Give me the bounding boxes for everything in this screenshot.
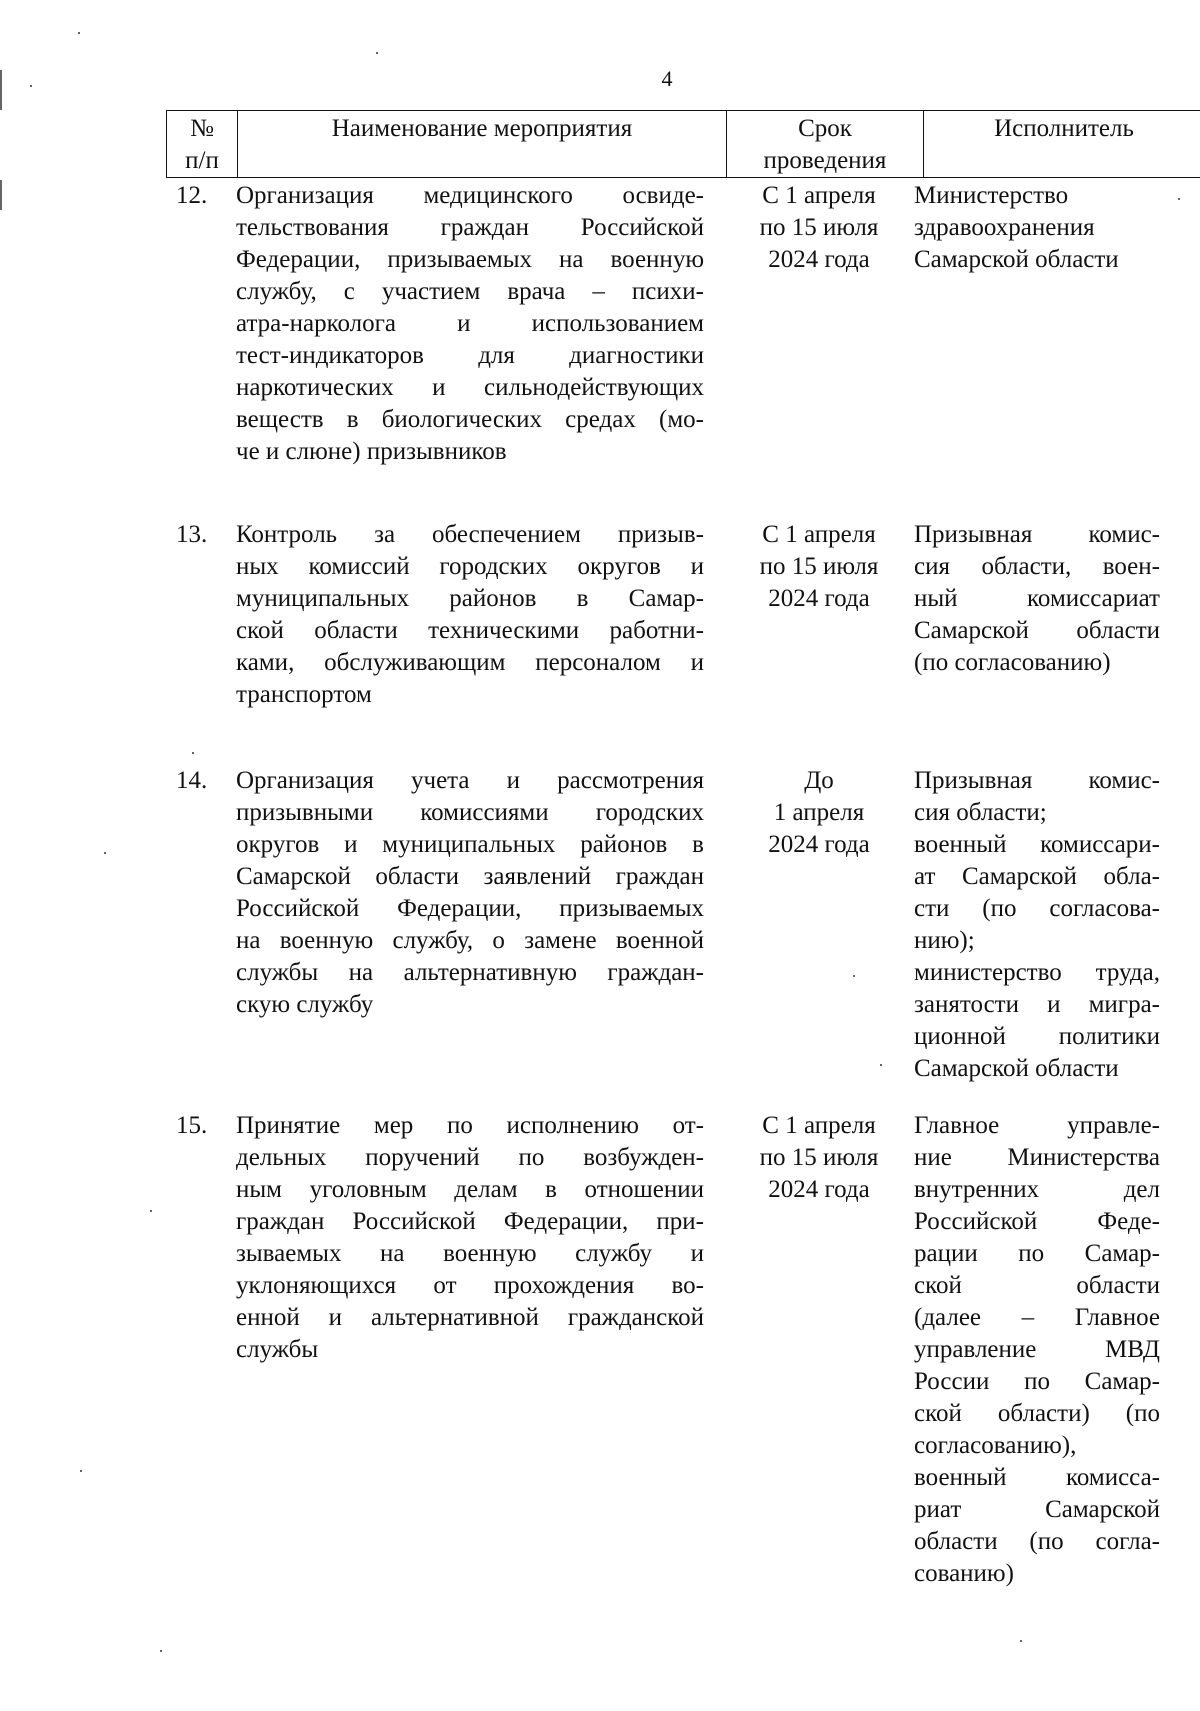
scan-speck <box>104 852 106 854</box>
header-name-cell <box>238 111 727 178</box>
page-number: 4 <box>661 66 673 91</box>
header-name: Наименование мероприятия <box>331 115 633 142</box>
name-line: ками, обслуживающим персоналом и <box>236 649 704 676</box>
term-line: 1 апреля <box>773 799 865 826</box>
term-line: 2024 года <box>768 1176 870 1203</box>
executor-line: сия области; <box>914 799 1047 826</box>
executor-line: сти (по согласова- <box>914 895 1160 922</box>
term-line: 2024 года <box>768 585 870 612</box>
term-line: С 1 апреля <box>762 521 876 548</box>
executor-line: ской области) (по <box>914 1400 1160 1427</box>
term-line: С 1 апреля <box>762 1112 876 1139</box>
name-line: граждан Российской Федерации, при- <box>236 1208 704 1235</box>
name-line: дельных поручений по возбужден- <box>236 1144 704 1171</box>
name-line: тест-индикаторов для диагностики <box>236 342 704 369</box>
executor-line: нию); <box>914 927 975 954</box>
scan-speck <box>150 1210 152 1212</box>
row-executor <box>914 765 1160 1085</box>
executor-line: внутренних дел <box>914 1176 1160 1203</box>
executor-line: ный комиссариат <box>914 585 1160 612</box>
term-line: До <box>804 767 834 794</box>
scan-speck <box>192 752 194 754</box>
header-term-line-2: проведения <box>763 147 887 174</box>
name-line: зываемых на военную службу и <box>236 1240 704 1267</box>
name-line: призывными комиссиями городских <box>236 799 704 826</box>
executor-line: ат Самарской обла- <box>914 863 1160 890</box>
scan-speck <box>1020 1640 1022 1642</box>
name-line: ным уголовным делам в отношении <box>236 1176 704 1203</box>
executor-line: Министерство <box>914 182 1069 209</box>
executor-line: (по согласованию) <box>914 649 1111 676</box>
executor-line: Призывная комис- <box>914 521 1160 548</box>
row-name <box>236 765 704 1021</box>
name-line: Российской Федерации, призываемых <box>236 895 704 922</box>
name-line: енной и альтернативной гражданской <box>236 1304 704 1331</box>
term-line: 2024 года <box>768 831 870 858</box>
name-line: службы <box>236 1336 319 1363</box>
name-line: ных комиссий городских округов и <box>236 553 704 580</box>
term-line: С 1 апреля <box>762 182 876 209</box>
executor-line: министерство труда, <box>914 959 1160 986</box>
executor-line: согласованию), <box>914 1432 1077 1459</box>
term-line: по 15 июля <box>759 1144 879 1171</box>
name-line: Организация медицинского освиде- <box>236 182 704 209</box>
row-executor <box>914 519 1160 679</box>
name-line: Федерации, призываемых на военную <box>236 246 704 273</box>
name-line: Принятие мер по исполнению от- <box>236 1112 704 1139</box>
name-line: ской области техническими работни- <box>236 617 704 644</box>
executor-line: Призывная комис- <box>914 767 1160 794</box>
scan-speck <box>880 1064 882 1066</box>
executor-line: сия области, воен- <box>914 553 1160 580</box>
scan-speck <box>160 1650 162 1652</box>
row-term <box>726 519 912 615</box>
row-number: 12. <box>176 182 208 209</box>
row-term <box>726 1110 912 1206</box>
row-term <box>726 180 912 276</box>
executor-line: управление МВД <box>914 1336 1160 1363</box>
scan-speck <box>80 1470 82 1472</box>
executor-line: Самарской области <box>914 617 1160 644</box>
scan-edge-mark <box>0 180 2 210</box>
executor-line: рации по Самар- <box>914 1240 1160 1267</box>
executor-line: Российской Феде- <box>914 1208 1160 1235</box>
name-line: скую службу <box>236 991 374 1018</box>
name-line: тельствования граждан Российской <box>236 214 704 241</box>
scan-speck <box>30 85 32 87</box>
row-executor <box>914 1110 1160 1590</box>
executor-line: (далее – Главное <box>914 1304 1160 1331</box>
header-num-line-1: № <box>190 115 214 142</box>
term-line: по 15 июля <box>759 553 879 580</box>
scan-speck <box>78 32 80 34</box>
name-line: уклоняющихся от прохождения во- <box>236 1272 704 1299</box>
name-line: службу, с участием врача – психи- <box>236 278 704 305</box>
name-line: че и слюне) призывников <box>236 438 507 465</box>
executor-line: военный комиссари- <box>914 831 1160 858</box>
scan-speck <box>853 975 855 977</box>
name-line: Контроль за обеспечением призыв- <box>236 521 704 548</box>
scan-speck <box>1178 198 1180 200</box>
row-number: 13. <box>176 521 208 548</box>
row-number: 14. <box>176 767 208 794</box>
name-line: службы на альтернативную граждан- <box>236 959 704 986</box>
table-header <box>166 110 1200 178</box>
executor-line: военный комисса- <box>914 1464 1160 1491</box>
header-num-line-2: п/п <box>185 147 219 174</box>
name-line: муниципальных районов в Самар- <box>236 585 704 612</box>
scan-edge-mark <box>0 70 2 110</box>
row-number: 15. <box>176 1112 208 1139</box>
header-executor-cell <box>924 111 1200 178</box>
term-line: по 15 июля <box>759 214 879 241</box>
header-num-cell <box>167 111 238 178</box>
header-executor: Исполнитель <box>994 115 1134 142</box>
executor-line: риат Самарской <box>914 1496 1160 1523</box>
row-executor <box>914 180 1160 276</box>
term-line: 2024 года <box>768 246 870 273</box>
name-line: Самарской области заявлений граждан <box>236 863 704 890</box>
scan-speck <box>376 52 378 54</box>
executor-line: Самарской области <box>914 246 1119 273</box>
row-name <box>236 180 704 468</box>
row-name <box>236 1110 704 1366</box>
name-line: на военную службу, о замене военной <box>236 927 704 954</box>
name-line: Организация учета и рассмотрения <box>236 767 704 794</box>
name-line: транспортом <box>236 681 372 708</box>
executor-line: занятости и мигра- <box>914 991 1160 1018</box>
executor-line: сованию) <box>914 1560 1014 1587</box>
executor-line: ние Министерства <box>914 1144 1160 1171</box>
row-term <box>726 765 912 861</box>
header-term-line-1: Срок <box>798 115 852 142</box>
name-line: атра-нарколога и использованием <box>236 310 704 337</box>
header-term-cell <box>727 111 924 178</box>
executor-line: России по Самар- <box>914 1368 1160 1395</box>
name-line: веществ в биологических средах (мо- <box>236 406 704 433</box>
executor-line: ской области <box>914 1272 1160 1299</box>
executor-line: Главное управле- <box>914 1112 1160 1139</box>
executor-line: области (по согла- <box>914 1528 1160 1555</box>
row-name <box>236 519 704 711</box>
name-line: наркотических и сильнодействующих <box>236 374 704 401</box>
name-line: округов и муниципальных районов в <box>236 831 704 858</box>
executor-line: здравоохранения <box>914 214 1095 241</box>
executor-line: Самарской области <box>914 1055 1119 1082</box>
executor-line: ционной политики <box>914 1023 1160 1050</box>
